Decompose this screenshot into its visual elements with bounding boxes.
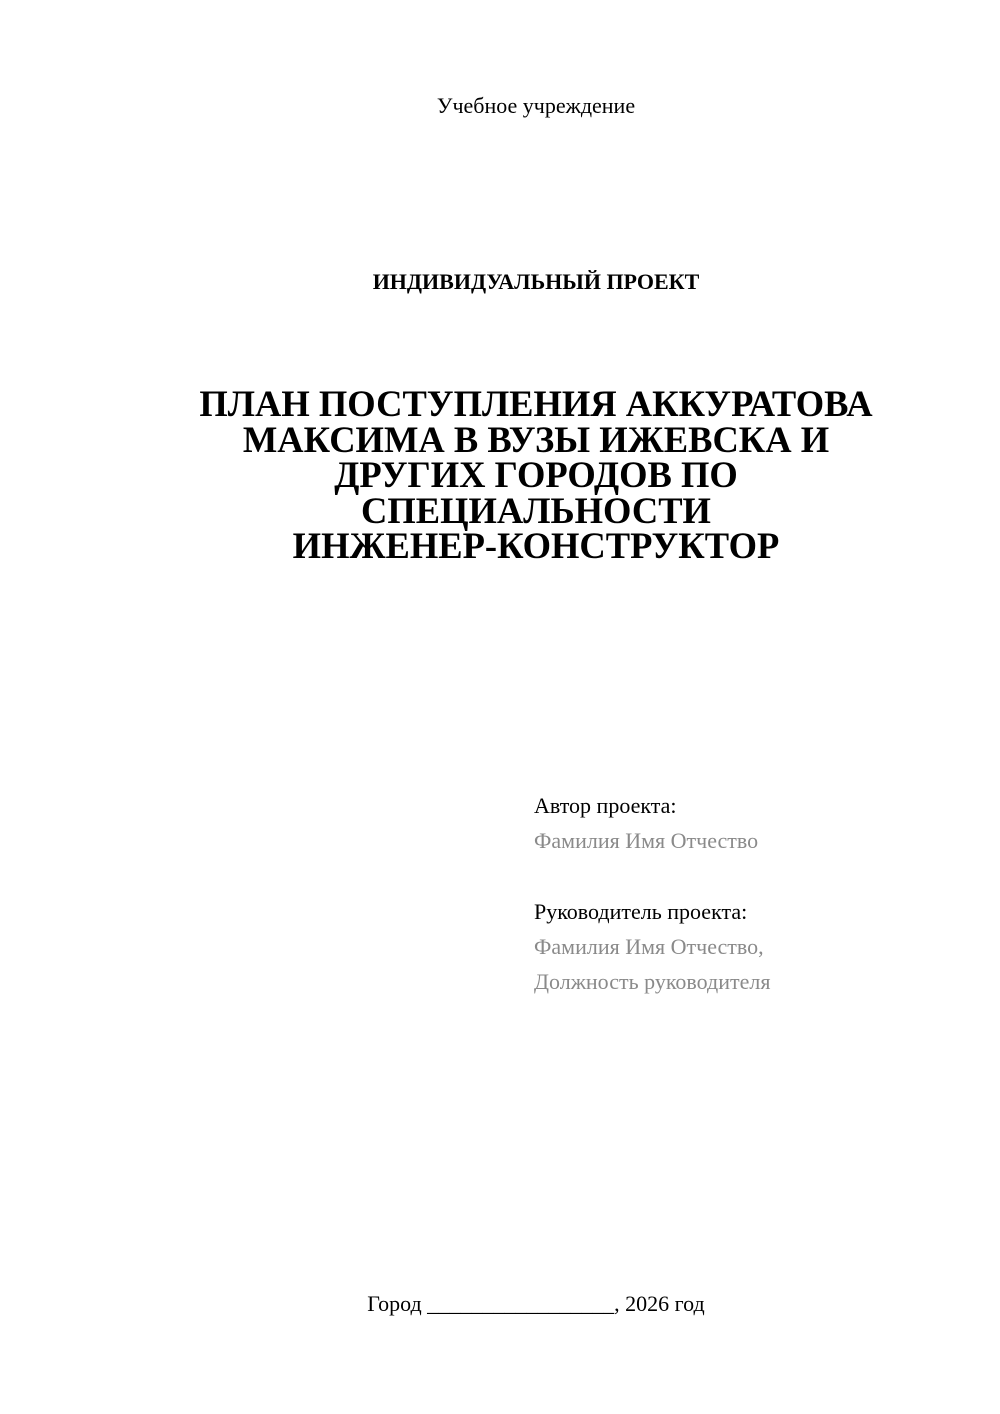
project-title-line: ДРУГИХ ГОРОДОВ ПО: [334, 454, 738, 495]
project-title-line: ПЛАН ПОСТУПЛЕНИЯ АККУРАТОВА: [199, 383, 873, 424]
project-title: [150, 383, 922, 566]
project-title-line: СПЕЦИАЛЬНОСТИ: [361, 489, 711, 531]
credits-block: [534, 788, 974, 999]
supervisor-name: Фамилия Имя Отчество,: [534, 934, 764, 959]
institution-name: Учебное учреждение: [436, 93, 636, 118]
supervisor-position: Должность руководителя: [534, 969, 771, 994]
city-year-line: Город _________________, 2026 год: [367, 1291, 705, 1316]
project-type-heading: ИНДИВИДУАЛЬНЫЙ ПРОЕКТ: [372, 269, 700, 294]
credits-spacer: [534, 858, 974, 894]
project-title-line: ИНЖЕНЕР-КОНСТРУКТОР: [292, 525, 780, 566]
author-name: Фамилия Имя Отчество: [534, 828, 759, 853]
supervisor-label: Руководитель проекта:: [534, 899, 748, 924]
author-label: Автор проекта:: [534, 793, 677, 818]
project-title-line: МАКСИМА В ВУЗЫ ИЖЕВСКА И: [242, 418, 830, 460]
